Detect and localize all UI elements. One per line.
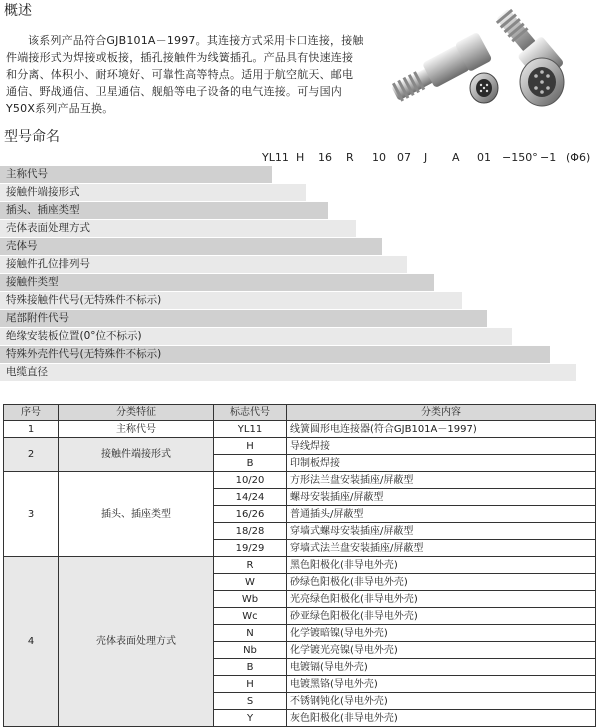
cell-no: 1	[4, 421, 59, 438]
cell-no: 2	[4, 438, 59, 472]
model-field-label: 尾部附件代号	[6, 312, 69, 324]
model-code-segment: R	[346, 151, 354, 164]
cell-content: 光亮绿色阳极化(非导电外壳)	[287, 591, 596, 608]
cell-code: Nb	[214, 642, 287, 659]
model-code-segment: H	[296, 151, 305, 164]
model-field-label: 壳体号	[6, 240, 38, 252]
cell-content: 线簧圆形电连接器(符合GJB101A－1997)	[287, 421, 596, 438]
model-code-segment: 07	[397, 151, 411, 164]
cell-content: 穿墙式螺母安装插座/屏蔽型	[287, 523, 596, 540]
model-field-label: 接触件类型	[6, 276, 59, 288]
cell-feature: 插头、插座类型	[59, 472, 214, 557]
model-field-bar	[0, 274, 434, 291]
cell-content: 螺母安装插座/屏蔽型	[287, 489, 596, 506]
model-code-segment: YL11	[262, 151, 289, 164]
model-field-label: 接触件端接形式	[6, 186, 80, 198]
model-code-segment: −150°	[502, 151, 538, 164]
table-header-row	[4, 405, 596, 421]
cell-code: R	[214, 557, 287, 574]
model-field-label: 特殊外壳件代号(无特殊件不标示)	[6, 348, 162, 360]
cell-feature: 主称代号	[59, 421, 214, 438]
cell-code: B	[214, 455, 287, 472]
cell-code: YL11	[214, 421, 287, 438]
table-row	[4, 472, 596, 489]
model-field-label: 绝缘安装板位置(0°位不标示)	[6, 330, 142, 342]
cell-code: S	[214, 693, 287, 710]
model-field-label: 壳体表面处理方式	[6, 222, 90, 234]
model-field-label: 特殊接触件代号(无特殊件不标示)	[6, 294, 162, 306]
cell-content: 不锈钢钝化(导电外壳)	[287, 693, 596, 710]
model-field-bar	[0, 364, 576, 381]
cell-content: 电镀镉(导电外壳)	[287, 659, 596, 676]
cell-code: 14/24	[214, 489, 287, 506]
cell-code: H	[214, 438, 287, 455]
cell-feature: 壳体表面处理方式	[59, 557, 214, 727]
cell-feature: 接触件端接形式	[59, 438, 214, 472]
connector-product-image	[370, 2, 596, 114]
cell-content: 砂亚绿色阳极化(非导电外壳)	[287, 608, 596, 625]
cell-code: 18/28	[214, 523, 287, 540]
model-code-segment: (Φ6)	[566, 151, 591, 164]
table-row	[4, 438, 596, 455]
overview-heading: 概述	[4, 3, 32, 19]
cell-content: 印制板焊接	[287, 455, 596, 472]
model-code-segment: 10	[372, 151, 386, 164]
col-header-code: 标志代号	[214, 405, 287, 421]
cell-code: Wc	[214, 608, 287, 625]
table-row	[4, 557, 596, 574]
table-row	[4, 421, 596, 438]
cell-code: 10/20	[214, 472, 287, 489]
cell-code: H	[214, 676, 287, 693]
cell-content: 黑色阳极化(非导电外壳)	[287, 557, 596, 574]
model-code-segment: J	[424, 151, 428, 164]
cell-content: 化学镀光亮镍(导电外壳)	[287, 642, 596, 659]
model-field-label: 接触件孔位排列号	[6, 258, 90, 270]
cell-no: 3	[4, 472, 59, 557]
cell-code: N	[214, 625, 287, 642]
model-field-label: 电缆直径	[6, 366, 48, 378]
cell-content: 穿墙式法兰盘安装插座/屏蔽型	[287, 540, 596, 557]
model-field-label: 插头、插座类型	[6, 204, 80, 216]
cell-code: Wb	[214, 591, 287, 608]
cell-no: 4	[4, 557, 59, 727]
model-code-segment: 01	[477, 151, 491, 164]
cell-content: 砂绿色阳极化(非导电外壳)	[287, 574, 596, 591]
model-field-label: 主称代号	[6, 168, 48, 180]
model-code-segment: 16	[318, 151, 332, 164]
model-field-bar	[0, 238, 382, 255]
model-code-segment: −1	[540, 151, 557, 164]
cell-code: B	[214, 659, 287, 676]
cell-content: 方形法兰盘安装插座/屏蔽型	[287, 472, 596, 489]
model-naming-heading: 型号命名	[4, 129, 60, 145]
cell-code: Y	[214, 710, 287, 727]
model-code-segment: A	[452, 151, 460, 164]
cell-content: 普通插头/屏蔽型	[287, 506, 596, 523]
cell-content: 灰色阳极化(非导电外壳)	[287, 710, 596, 727]
cell-code: 19/29	[214, 540, 287, 557]
classification-table	[3, 404, 596, 727]
overview-text: 该系列产品符合GJB101A－1997。其连接方式采用卡口连接，接触件端接形式为焊接或板接，插孔接触件为线簧插孔。产品具有快速连接和分离、体积小、耐环境好、可靠性高等特点。适用于航空航天、邮电通信、野战通信、卫星通信、舰船等电子设备的电气连接。可与国内Y50X系列产品互换。	[6, 34, 364, 115]
col-header-content: 分类内容	[287, 405, 596, 421]
col-header-no: 序号	[4, 405, 59, 421]
cell-code: W	[214, 574, 287, 591]
cell-content: 电镀黑铬(导电外壳)	[287, 676, 596, 693]
cell-code: 16/26	[214, 506, 287, 523]
model-field-bar	[0, 310, 487, 327]
col-header-feature: 分类特征	[59, 405, 214, 421]
cell-content: 化学镀暗镍(导电外壳)	[287, 625, 596, 642]
cell-content: 导线焊接	[287, 438, 596, 455]
